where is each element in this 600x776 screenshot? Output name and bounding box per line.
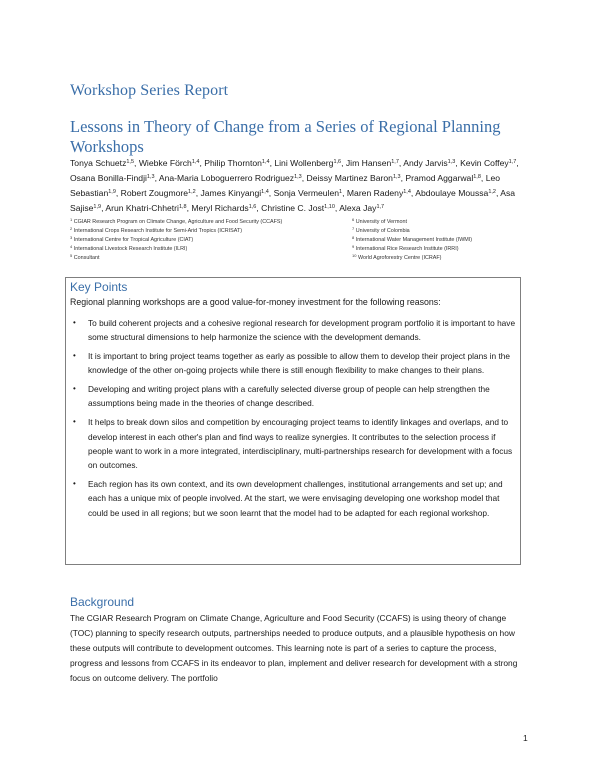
affiliation-item <box>352 245 542 254</box>
author: Deissy Martinez Baron <box>306 173 393 183</box>
affiliations-right <box>352 218 542 263</box>
affiliation-item <box>352 218 542 227</box>
affiliation-item <box>70 218 350 227</box>
affiliation-item <box>70 227 350 236</box>
author-affiliation-marker: 1,4 <box>261 189 269 195</box>
author: Meryl Richards <box>191 203 249 213</box>
author: Abdoulaye Moussa <box>415 188 489 198</box>
bullet-icon: • <box>73 351 76 361</box>
author: Arun Khatri-Chhetri <box>105 203 179 213</box>
author: Robert Zougmore <box>120 188 189 198</box>
document-title: Lessons in Theory of Change from a Series of Regional Planning Workshops <box>70 117 501 156</box>
author-affiliation-marker: 1,5 <box>126 159 135 165</box>
author: Kevin Coffey <box>460 158 509 168</box>
affiliation-number: 3 <box>70 235 73 241</box>
author-affiliation-marker: 1 <box>339 189 343 195</box>
affiliation-number: 8 <box>352 235 355 241</box>
author: Andy Jarvis <box>403 158 448 168</box>
key-point-text: To build coherent projects and a cohesive regional research for development program portfolio it is important to have some structural dimensions to help harmonize the science with the development demands. <box>88 318 516 343</box>
affiliation-number: 10 <box>352 253 357 259</box>
affiliation-item <box>352 254 542 263</box>
author-affiliation-marker: 1,2 <box>188 189 196 195</box>
author-affiliation-marker: 1,3 <box>146 174 155 180</box>
key-point-text: It helps to break down silos and competition by encouraging project teams to identify linkages and overlaps, and to develop interest in each other's plan and find ways to realize synergies. It contributes to the selection process if people want to work in a more integrated, interdisciplinary, multi-partnerships research for development with a focus on outcomes. <box>88 417 513 471</box>
affiliation-number: 7 <box>352 226 355 232</box>
author: Jim Hansen <box>345 158 392 168</box>
author: Alexa Jay <box>339 203 377 213</box>
author-affiliation-marker: 1,6 <box>333 159 342 165</box>
author-affiliation-marker: 1,8 <box>473 174 481 180</box>
author-affiliation-marker: 1,7 <box>376 204 385 210</box>
author: Tonya Schuetz <box>70 158 127 168</box>
page-number: 1 <box>523 733 528 743</box>
affiliation-text: International Rice Research Institute (IRRI) <box>354 246 459 253</box>
affiliation-item <box>70 236 350 245</box>
affiliation-text: International Centre for Tropical Agriculture (CIAT) <box>72 237 194 244</box>
key-point-item <box>70 349 518 378</box>
affiliation-number: 5 <box>70 253 73 259</box>
affiliation-number: 2 <box>70 226 73 232</box>
author-affiliation-marker: 1,9 <box>108 189 116 195</box>
affiliation-text: International Water Management Institute (IWMI) <box>354 237 473 244</box>
author-affiliation-marker: 1,6 <box>248 204 257 210</box>
author: Asa Sajise <box>70 188 516 213</box>
author-list: Tonya Schuetz$^{1,5}$, Wiebke Förch$^{1,4}$, Philip Thornton$^{1,4}$, Lini Wollenberg$^{1,6}$, Jim Hansen$^{1,7}$, Andy Jarvis$^{1,3}$, Kevin Coffey$^{1,7}$, Osana Bonilla-Findji$^{1,3}$, Ana-Maria Loboguerrero Rodriguez$^{1,3}$, Deissy Martinez Baron$^{1,3}$, Pramod Aggarwal$^{1,8}$, Leo Sebastian$^{1,9}$, Robert Zougmore$^{1,2}$, James Kinyangi$^{1,4}$, Sonja Vermeulen$^1$, Maren Radeny$^{1,4}$, Abdoulaye Moussa$^{1,2}$, Asa Sajise$^{1,9}$, Arun Khatri-Chhetri$^{1,8}$, Meryl Richards$^{1,6}$, Christine C. Jost$^{1,10}$, Alexa Jay$^{1,7}$ <box>70 158 519 213</box>
affiliations-left <box>70 218 350 263</box>
affiliation-number: 4 <box>70 244 73 250</box>
author: Osana Bonilla-Findji <box>70 173 147 183</box>
key-points-intro: Regional planning workshops are a good value-for-money investment for the following reasons: <box>70 297 441 307</box>
author-affiliation-marker: 1,3 <box>392 174 401 180</box>
affiliation-number: 9 <box>352 244 355 250</box>
affiliation-item <box>352 227 542 236</box>
key-points-list <box>70 316 518 524</box>
affiliation-text: University of Colombia <box>354 228 410 235</box>
author-affiliation-marker: 1,3 <box>294 174 302 180</box>
key-point-item <box>70 477 518 520</box>
key-point-item <box>70 415 518 472</box>
bullet-icon: • <box>73 384 76 394</box>
key-point-text: Developing and writing project plans with a carefully selected diverse group of people can help strengthen the assumptions being made in the theories of change described. <box>88 384 490 409</box>
key-point-item <box>70 382 518 411</box>
author-affiliation-marker: 1,9 <box>93 204 102 210</box>
author: Sonja Vermeulen <box>273 188 340 198</box>
affiliation-text: University of Vermont <box>354 219 407 225</box>
affiliation-text: CGIAR Research Program on Climate Change, Agriculture and Food Security (CCAFS) <box>72 219 283 225</box>
author-affiliation-marker: 1,2 <box>488 189 496 195</box>
key-point-item <box>70 316 518 345</box>
author: Pramod Aggarwal <box>405 173 474 183</box>
author: Ana-Maria Loboguerrero Rodriguez <box>158 173 295 183</box>
author: Leo Sebastian <box>70 173 501 198</box>
bullet-icon: • <box>73 478 76 488</box>
author: Wiebke Förch <box>138 158 192 168</box>
author: Philip Thornton <box>204 158 262 168</box>
affiliation-text: Consultant <box>72 255 100 262</box>
bullet-icon: • <box>73 318 76 327</box>
background-paragraph: The CGIAR Research Program on Climate Change, Agriculture and Food Security (CCAFS) is using theory of change (TOC) planning to specify research outputs, partnerships needed to produce outputs, and a plausible hypothesis on how these outputs will contribute to development outcomes. This learning note is part of a series to capture the process, progress and lessons from CCAFS in its endeavor to plan, implement and deliver research for development with a strong focus on outcome delivery. The portfolio <box>70 613 518 684</box>
author-affiliation-marker: 1,4 <box>261 159 270 165</box>
affiliation-text: International Livestock Research Institute (ILRI) <box>72 246 188 253</box>
affiliation-item <box>352 236 542 245</box>
author-affiliation-marker: 1,10 <box>324 204 335 210</box>
affiliation-text: World Agroforestry Centre (ICRAF) <box>356 255 442 262</box>
author-affiliation-marker: 1,7 <box>391 159 399 165</box>
affiliation-text: International Crops Research Institute for Semi-Arid Tropics (ICRISAT) <box>72 228 242 235</box>
background-heading: Background <box>70 595 135 609</box>
author-affiliation-marker: 1,7 <box>508 159 517 165</box>
affiliation-number: 1 <box>70 217 73 222</box>
key-point-text: It is important to bring project teams together as early as possible to allow them to develop their project plans in the knowledge of the other on-going projects while there is still enough flexibility to make changes to their plans. <box>88 351 510 376</box>
report-label: Workshop Series Report <box>70 82 229 99</box>
author-affiliation-marker: 1,4 <box>191 159 200 165</box>
bullet-icon: • <box>73 417 76 427</box>
key-point-text: Each region has its own context, and its own development challenges, institutional arrangements and set up; and each has a unique mix of people involved. At the start, we were envisaging developing one workshop model that could be used in all regions; but we soon learnt that the model had to be adapted for each regional workshop. <box>88 478 503 518</box>
affiliation-item <box>70 254 350 263</box>
author: Maren Radeny <box>346 188 404 198</box>
author-affiliation-marker: 1,3 <box>447 159 456 165</box>
author: Lini Wollenberg <box>274 158 334 168</box>
affiliation-item <box>70 245 350 254</box>
author-affiliation-marker: 1,8 <box>178 204 187 210</box>
author: Christine C. Jost <box>261 203 325 213</box>
affiliation-number: 6 <box>352 217 355 222</box>
author: James Kinyangi <box>200 188 262 198</box>
key-points-heading: Key Points <box>70 280 128 294</box>
author-affiliation-marker: 1,4 <box>403 189 411 195</box>
